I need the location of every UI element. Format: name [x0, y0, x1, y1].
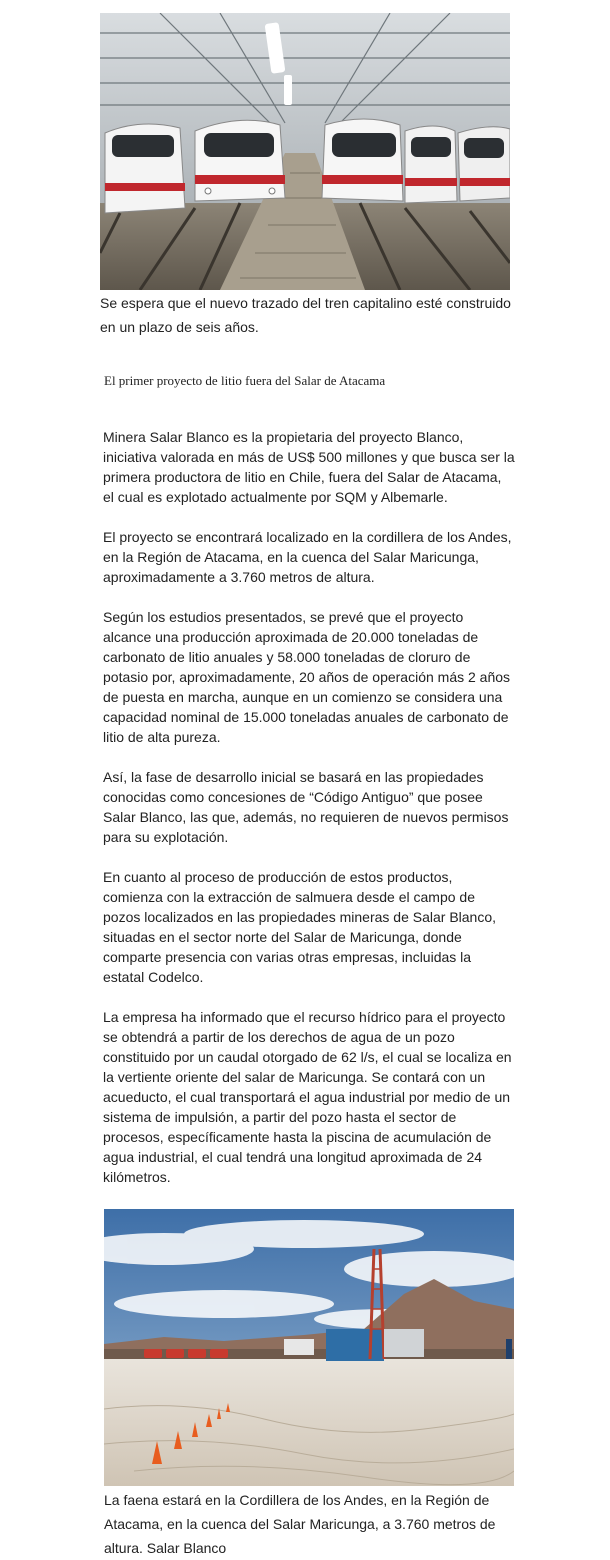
train-depot-photo [100, 13, 510, 290]
figure-caption: La faena estará en la Cordillera de los Andes, en la Región de Atacama, en la cuenca del Salar Maricunga, a 3.760 metros de altura. Salar Blanco [104, 1492, 496, 1556]
paragraph-4: Así, la fase de desarrollo inicial se basará en las propiedades conocidas como concesiones de “Código Antiguo” que posee Salar Blanco, las que, además, no requieren de nuevos permisos para su explotación. [103, 769, 509, 845]
salar-drilling-photo [104, 1209, 514, 1486]
paragraph-5: En cuanto al proceso de producción de estos productos, comienza con la extracción de salmuera desde el campo de pozos localizados en las propiedades mineras de Salar Blanco, situadas en el sector norte del Salar de Maricunga, donde comparte presencia con varias otras empresas, incluidas la estatal Codelco. [103, 869, 497, 985]
paragraph-3: Según los estudios presentados, se prevé que el proyecto alcance una producción aproximada de 20.000 toneladas de carbonato de litio anuales y 58.000 toneladas de cloruro de potasio por, aproximadamente, 20 años de operación más 2 años de puesta en marcha, aunque en un comienzo se considera una capacidad nominal de 15.000 toneladas anuales de carbonato de litio de alta pureza. [103, 609, 511, 745]
figure-caption: Se espera que el nuevo trazado del tren capitalino esté construido en un plazo de seis años. [100, 295, 511, 335]
paragraph-6: La empresa ha informado que el recurso hídrico para el proyecto se obtendrá a partir de los derechos de agua de un pozo constituido por un caudal otorgado de 62 l/s, el cual se localiza en la vertiente oriente del salar de Maricunga. Se contará con un acueducto, el cual transportará el agua industrial por medio de un sistema de impulsión, a partir del pozo hasta el sector de procesos, específicamente hasta la piscina de acumulación de agua industrial, el cual tendrá una longitud aproximada de 24 kilómetros. [103, 1009, 512, 1185]
section-subheading: El primer proyecto de litio fuera del Salar de Atacama [104, 373, 386, 388]
paragraph-1: Minera Salar Blanco es la propietaria del proyecto Blanco, iniciativa valorada en más de US$ 500 millones y que busca ser la primera productora de litio en Chile, fuera del Salar de Atacama, el cual es explotado actualmente por SQM y Albemarle. [103, 429, 515, 505]
paragraph-2: El proyecto se encontrará localizado en la cordillera de los Andes, en la Región de Atacama, en la cuenca del Salar Maricunga, aproximadamente a 3.760 metros de altura. [103, 529, 512, 585]
